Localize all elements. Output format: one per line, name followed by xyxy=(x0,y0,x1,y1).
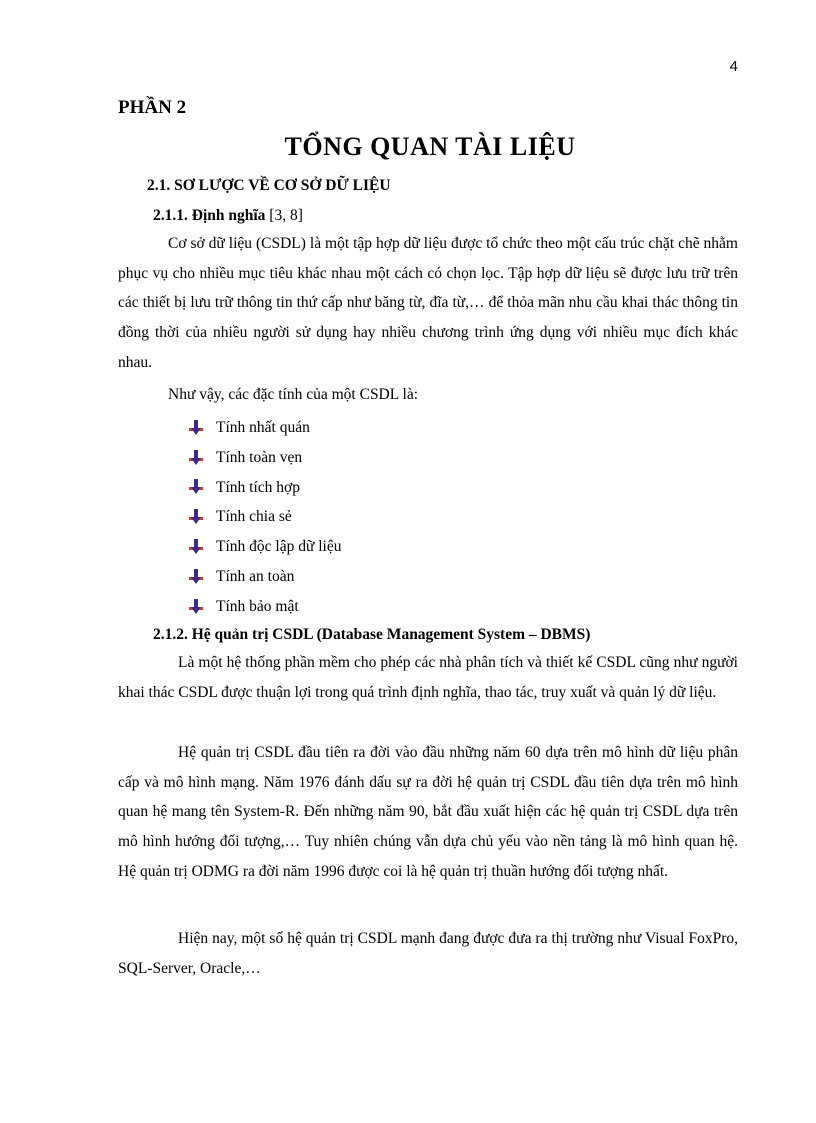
list-item: Tính nhất quán xyxy=(189,413,341,443)
down-arrow-bullet-icon xyxy=(189,420,203,436)
list-item: Tính chia sẻ xyxy=(189,502,341,532)
list-item: Tính tích hợp xyxy=(189,473,341,503)
down-arrow-bullet-icon xyxy=(189,599,203,615)
dbms-paragraph-2: Hệ quản trị CSDL đầu tiên ra đời vào đầu những năm 60 dựa trên mô hình dữ liệu phân cấp và mô hình mạng. Năm 1976 đánh dấu sự ra đời hệ quản trị CSDL đầu tiên dựa trên mô hình quan hệ mang tên System-R. Đến những năm 90, bắt đầu xuất hiện các hệ quản trị CSDL dựa trên mô hình hướng đối tượng,… Tuy nhiên chúng vẫn dựa chủ yếu vào nền tảng là mô hình quan hệ. Hệ quản trị ODMG ra đời năm 1996 được coi là hệ quản trị thuần hướng đối tượng nhất. xyxy=(118,744,738,880)
list-item: Tính toàn vẹn xyxy=(189,443,341,473)
subsection-title: 2.1.1. Định nghĩa xyxy=(153,207,266,224)
page-number: 4 xyxy=(729,58,738,75)
list-item: Tính bảo mật xyxy=(189,592,341,622)
properties-intro: Như vậy, các đặc tính của một CSDL là: xyxy=(168,386,419,403)
down-arrow-bullet-icon xyxy=(189,569,203,585)
list-item: Tính độc lập dữ liệu xyxy=(189,532,341,562)
subsection-heading-definition xyxy=(153,207,303,225)
down-arrow-bullet-icon xyxy=(189,509,203,525)
down-arrow-bullet-icon xyxy=(189,479,203,495)
part-label: PHẦN 2 xyxy=(118,97,187,118)
properties-list xyxy=(189,413,341,622)
chapter-title: TỔNG QUAN TÀI LIỆU xyxy=(284,132,576,161)
dbms-paragraph-1: Là một hệ thống phần mềm cho phép các nhà phân tích và thiết kế CSDL cũng như người khai thác CSDL được thuận lợi trong quá trình định nghĩa, thao tác, truy xuất và quản lý dữ liệu. xyxy=(118,654,738,701)
subsection-heading-dbms: 2.1.2. Hệ quản trị CSDL (Database Management System – DBMS) xyxy=(153,626,591,643)
dbms-paragraph-3: Hiện nay, một số hệ quản trị CSDL mạnh đang được đưa ra thị trường như Visual FoxPro, SQL-Server, Oracle,… xyxy=(118,930,738,977)
down-arrow-bullet-icon xyxy=(189,539,203,555)
list-item: Tính an toàn xyxy=(189,562,341,592)
section-heading: 2.1. SƠ LƯỢC VỀ CƠ SỞ DỮ LIỆU xyxy=(147,177,391,194)
subsection-reference: [3, 8] xyxy=(265,207,303,224)
definition-paragraph: Cơ sở dữ liệu (CSDL) là một tập hợp dữ liệu được tổ chức theo một cấu trúc chặt chẽ nhằm phục vụ cho nhiều mục tiêu khác nhau một cách có chọn lọc. Tập hợp dữ liệu sẽ được lưu trữ trên các thiết bị lưu trữ thông tin thứ cấp như băng từ, đĩa từ,… để thỏa mãn nhu cầu khai thác thông tin đồng thời của nhiều người sử dụng hay nhiều chương trình ứng dụng với nhiều mục đích khác nhau. xyxy=(118,235,738,371)
down-arrow-bullet-icon xyxy=(189,450,203,466)
